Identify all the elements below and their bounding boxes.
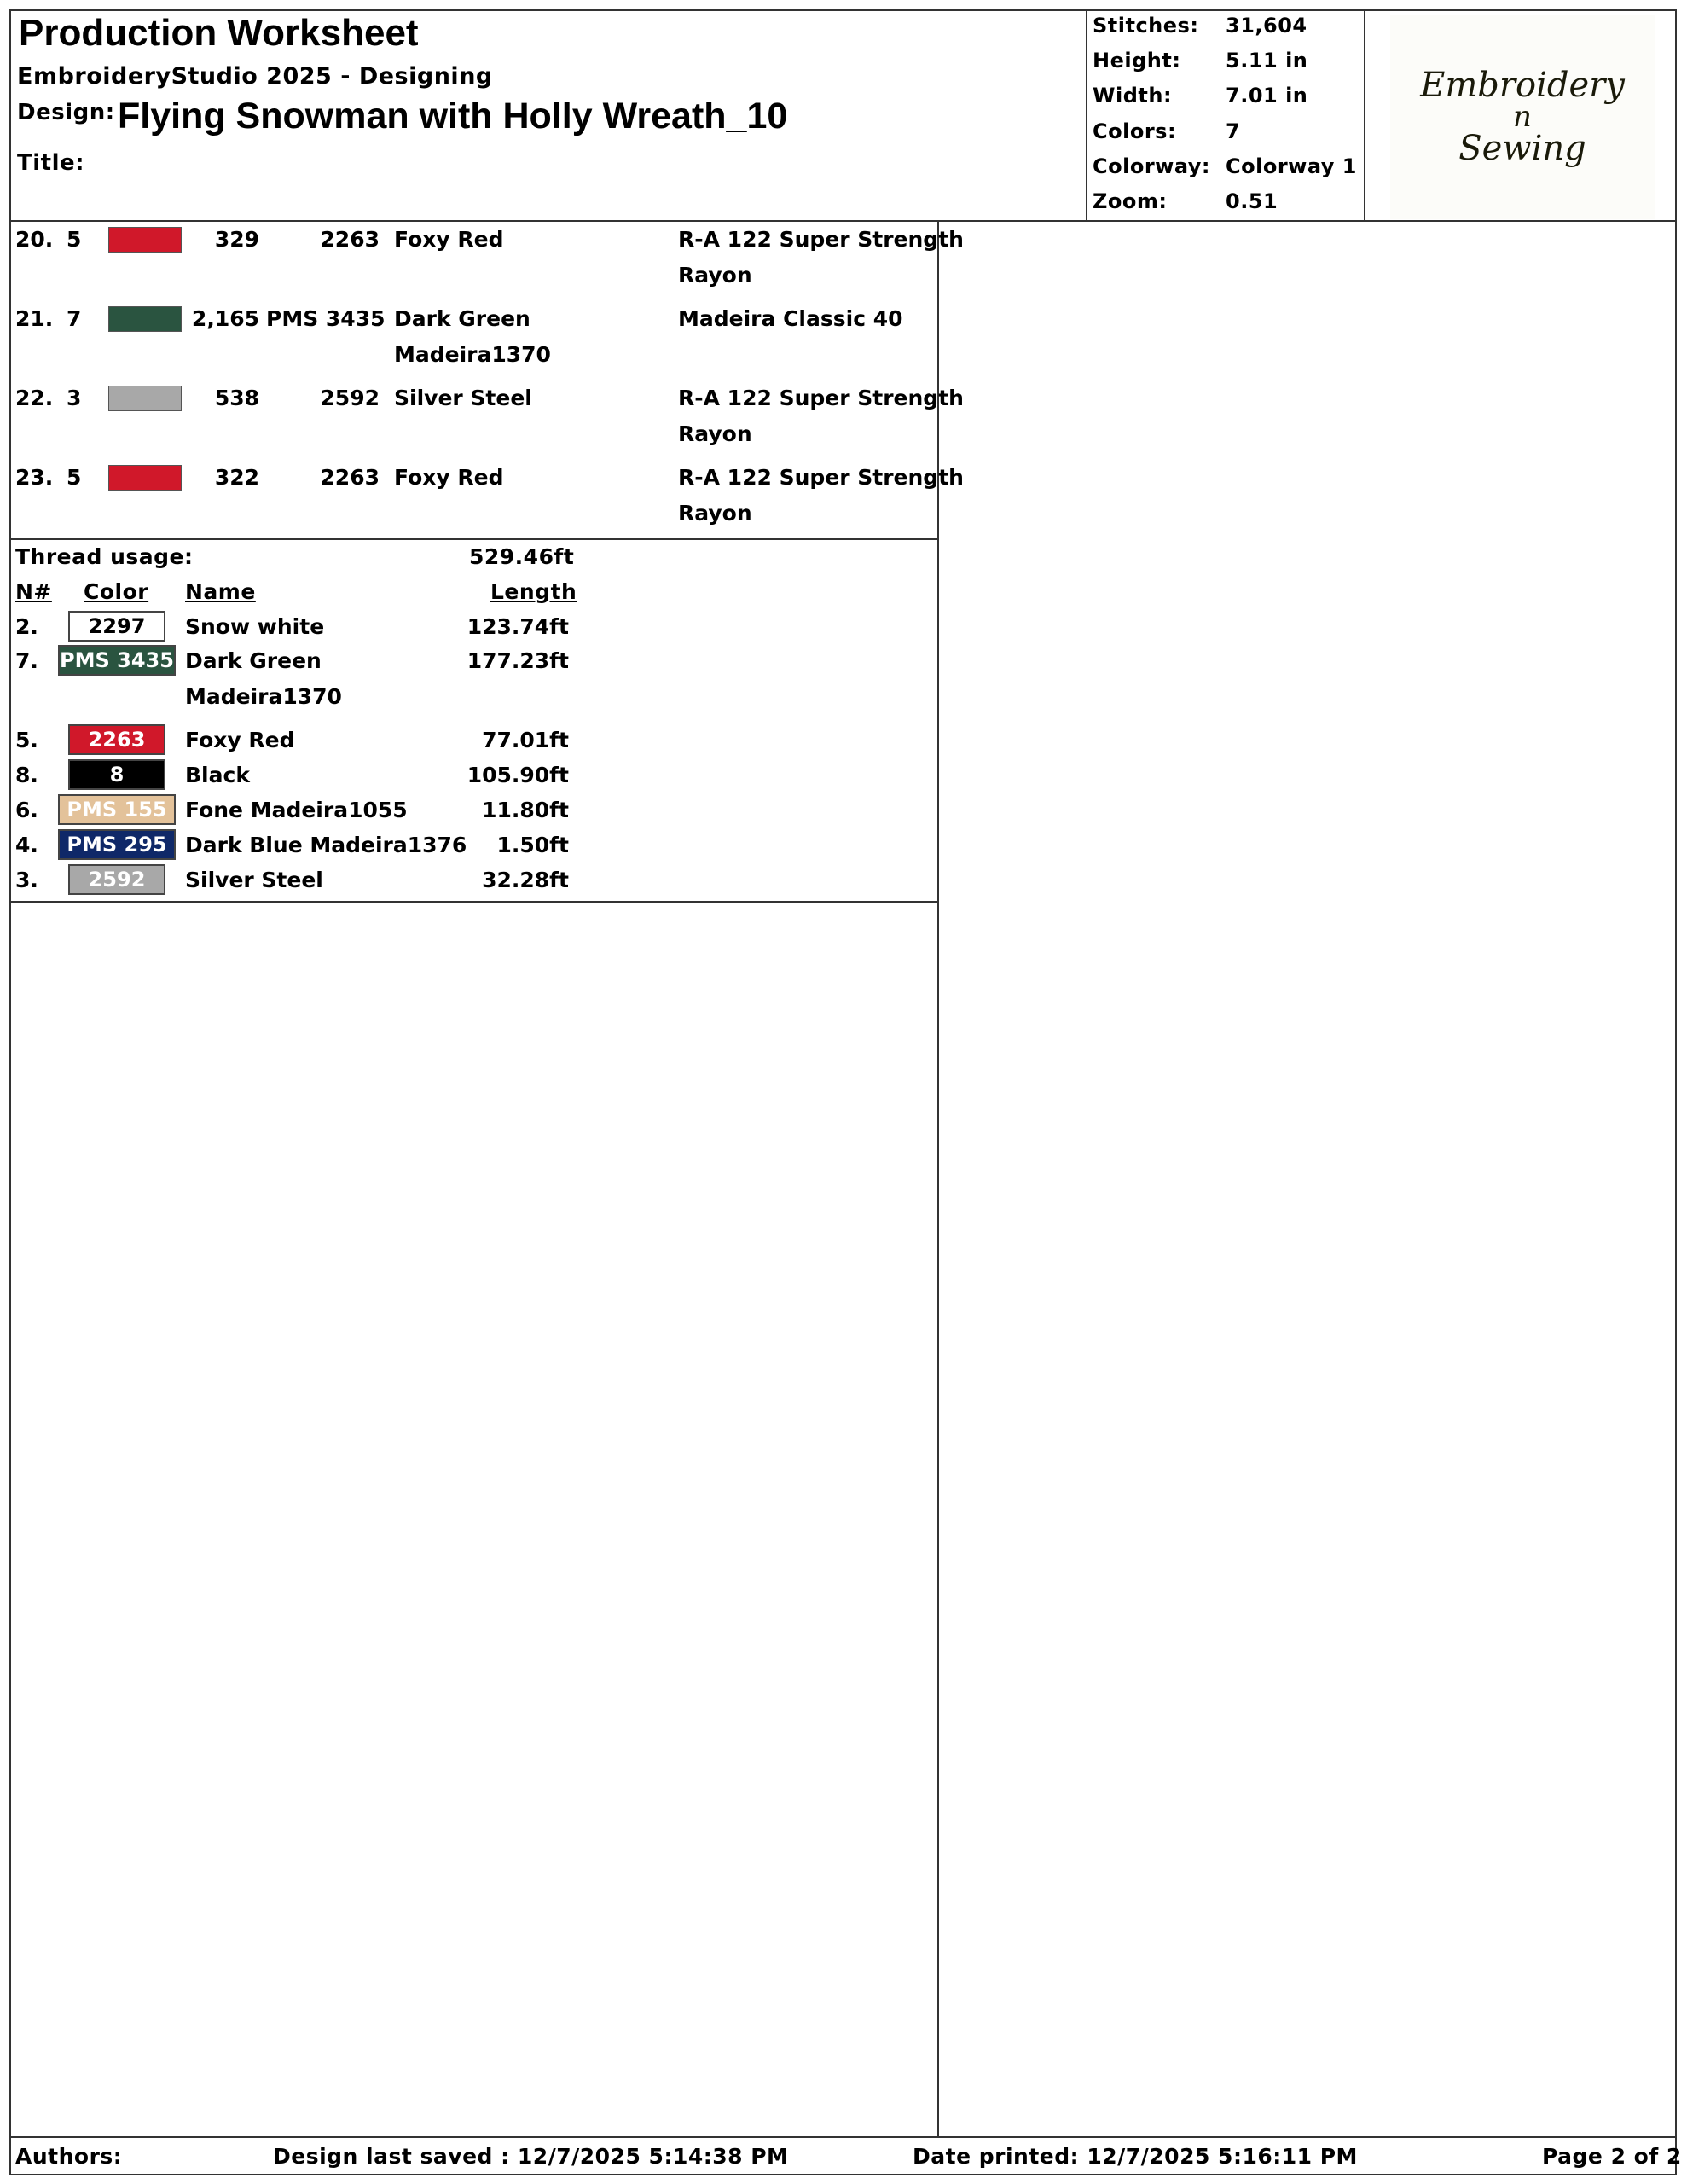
usage-name: Snow white (185, 614, 325, 639)
stitches-value: 31,604 (1226, 14, 1307, 38)
usage-length: 177.23ft (467, 648, 569, 673)
logo-line-2: n (1513, 100, 1532, 134)
usage-name: Black (185, 763, 250, 787)
stop-chart-line2: Rayon (678, 421, 752, 446)
thread-usage-total: 529.46ft (469, 544, 575, 569)
stop-stitches: 2,165 (191, 306, 259, 331)
design-name: Flying Snowman with Holly Wreath_10 (118, 96, 788, 136)
stop-name: Silver Steel (394, 386, 532, 410)
page-title: Production Worksheet (19, 12, 419, 54)
stop-code: 2263 (320, 465, 380, 490)
column-divider (937, 220, 939, 2136)
header-color: Color (84, 579, 149, 604)
usage-color-chip: PMS 3435 (58, 645, 176, 676)
thread-usage-label: Thread usage: (15, 544, 194, 569)
stop-chart-line2: Rayon (678, 501, 752, 526)
usage-number: 4. (15, 833, 38, 857)
width-value: 7.01 in (1226, 84, 1308, 107)
stop-number: 23. (15, 465, 54, 490)
stop-chart: R-A 122 Super Strength (678, 227, 964, 252)
header-divider (9, 220, 1677, 222)
stop-stitches: 538 (214, 386, 259, 410)
stop-needle: 7 (67, 306, 82, 331)
colorway-label: Colorway: (1093, 154, 1211, 178)
stop-number: 20. (15, 227, 54, 252)
usage-color-chip: 8 (68, 759, 165, 790)
colors-value: 7 (1226, 119, 1241, 143)
stop-code: 2592 (320, 386, 380, 410)
stop-code: PMS 3435 (266, 306, 386, 331)
footer-page: Page 2 of 2 (1542, 2144, 1682, 2169)
usage-number: 2. (15, 614, 38, 639)
colors-label: Colors: (1093, 119, 1177, 143)
usage-name-line2: Madeira1370 (185, 684, 342, 709)
usage-color-chip: 2263 (68, 724, 165, 755)
stats-divider-left (1086, 9, 1087, 221)
stop-number: 22. (15, 386, 54, 410)
title-label: Title: (17, 150, 85, 176)
usage-length: 1.50ft (496, 833, 569, 857)
colorway-value: Colorway 1 (1226, 154, 1357, 178)
stop-name: Foxy Red (394, 465, 504, 490)
stop-stitches: 329 (214, 227, 259, 252)
header-name: Name (185, 579, 256, 604)
company-logo (1390, 15, 1655, 219)
stop-chart: R-A 122 Super Strength (678, 386, 964, 410)
usage-length: 77.01ft (482, 728, 569, 752)
footer-saved: Design last saved : 12/7/2025 5:14:38 PM (273, 2144, 789, 2169)
stop-chart: R-A 122 Super Strength (678, 465, 964, 490)
usage-name: Foxy Red (185, 728, 295, 752)
usage-length: 32.28ft (482, 868, 569, 892)
header-length: Length (490, 579, 577, 604)
usage-number: 3. (15, 868, 38, 892)
height-value: 5.11 in (1226, 49, 1308, 73)
stitches-label: Stitches: (1093, 14, 1199, 38)
stats-divider-right (1364, 9, 1365, 221)
page-frame (9, 9, 1677, 2175)
footer-authors: Authors: (15, 2144, 123, 2169)
zoom-value: 0.51 (1226, 189, 1278, 213)
usage-number: 7. (15, 648, 38, 673)
usage-color-chip: PMS 155 (58, 794, 176, 825)
usage-number: 5. (15, 728, 38, 752)
width-label: Width: (1093, 84, 1173, 107)
usage-number: 6. (15, 798, 38, 822)
header-n: N# (15, 579, 52, 604)
design-label: Design: (17, 100, 115, 125)
usage-name: Silver Steel (185, 868, 323, 892)
stop-name: Foxy Red (394, 227, 504, 252)
usage-length: 11.80ft (482, 798, 569, 822)
usage-color-chip: PMS 295 (58, 829, 176, 860)
stop-number: 21. (15, 306, 54, 331)
usage-name: Fone Madeira1055 (185, 798, 408, 822)
logo-line-1: Embroidery (1420, 66, 1625, 105)
software-name: EmbroideryStudio 2025 - Designing (17, 63, 493, 90)
stop-chart: Madeira Classic 40 (678, 306, 903, 331)
stop-needle: 5 (67, 227, 82, 252)
stop-stitches: 322 (214, 465, 259, 490)
zoom-label: Zoom: (1093, 189, 1168, 213)
stop-name-line2: Madeira1370 (394, 342, 551, 367)
usage-length: 105.90ft (467, 763, 569, 787)
height-label: Height: (1093, 49, 1181, 73)
logo-line-3: Sewing (1458, 129, 1586, 168)
footer-printed: Date printed: 12/7/2025 5:16:11 PM (913, 2144, 1358, 2169)
usage-color-chip: 2592 (68, 864, 165, 895)
stop-code: 2263 (320, 227, 380, 252)
usage-length: 123.74ft (467, 614, 569, 639)
usage-color-chip: 2297 (68, 611, 165, 642)
footer-divider (9, 2136, 1677, 2138)
stop-needle: 5 (67, 465, 82, 490)
stop-chart-line2: Rayon (678, 263, 752, 288)
usage-number: 8. (15, 763, 38, 787)
stop-name: Dark Green (394, 306, 530, 331)
stop-needle: 3 (67, 386, 82, 410)
usage-name: Dark Blue Madeira1376 (185, 833, 467, 857)
stops-divider (9, 538, 939, 540)
usage-divider (9, 901, 939, 903)
usage-name: Dark Green (185, 648, 322, 673)
